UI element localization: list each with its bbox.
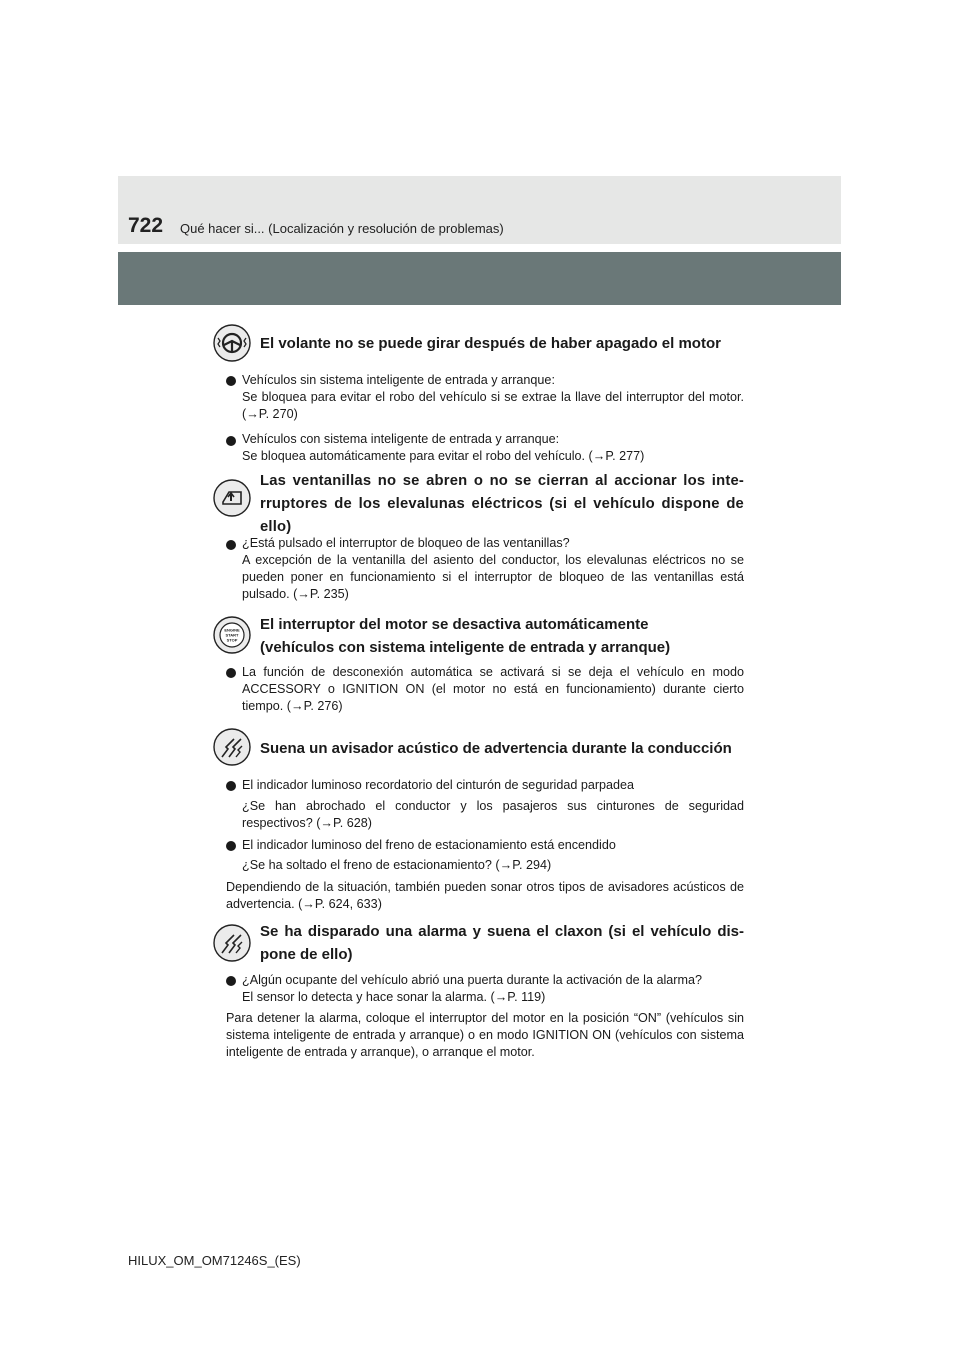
- alarm-horn-icon: [213, 924, 251, 962]
- steering-wheel-lock-icon: [213, 324, 251, 362]
- heading-steering-lock: El volante no se puede girar después de haber apagado el motor: [260, 335, 721, 352]
- bullet-title: Vehículos con sistema inteligente de entrada y arranque:: [242, 432, 560, 446]
- list-item: [242, 431, 744, 465]
- bullet-title: ¿Está pulsado el interruptor de bloqueo de las ventanillas?: [242, 536, 570, 550]
- page-number: 722: [128, 214, 164, 237]
- bullet-text: El sensor lo detecta y hace sonar la alarma. (→P. 119): [242, 990, 546, 1004]
- list-item: [242, 972, 744, 1006]
- bullet: [226, 540, 236, 550]
- note-text: Dependiendo de la situación, también pueden sonar otros tipos de avisadores acústicos de advertencia. (→P. 624, 633): [226, 880, 744, 911]
- bullet-title: El indicador luminoso recordatorio del cinturón de seguridad parpadea: [242, 778, 635, 792]
- bullet: [226, 668, 236, 678]
- icon-label: ENGINE: [224, 627, 240, 633]
- chapter-title-bar: [118, 252, 841, 305]
- heading-line: rruptores de los elevalunas eléctricos (si el vehículo dispone de: [260, 496, 744, 512]
- list-item: [242, 372, 744, 423]
- icon-label: STOP: [226, 637, 238, 643]
- bullet: [226, 376, 236, 386]
- engine-start-stop-icon: [213, 616, 251, 654]
- heading-line: El interruptor del motor se desactiva automáticamente: [260, 616, 649, 633]
- document-id: HILUX_OM_OM71246S_(ES): [128, 1253, 301, 1268]
- bullet-text: Se bloquea para evitar el robo del vehículo si se extrae la llave del interruptor del motor. (→P. 270): [242, 390, 744, 421]
- bullet-title: ¿Algún ocupante del vehículo abrió una puerta durante la activación de la alarma?: [242, 973, 702, 987]
- heading-line: pone de ello): [260, 946, 353, 963]
- note-text: Para detener la alarma, coloque el interruptor del motor en la posición “ON” (vehículos sin sistema inteligente de entrada y arranque) o en modo IGNITION ON (vehículos con sistema inteligente de entrada y arranque), o arranque el motor.: [226, 1011, 744, 1059]
- icon-label: START: [225, 632, 239, 638]
- bullet: [226, 781, 236, 791]
- list-item: [242, 837, 744, 854]
- heading-line: ello): [260, 519, 292, 535]
- warning-buzzer-icon: [213, 728, 251, 766]
- list-item: [242, 535, 744, 603]
- heading-line: (vehículos con sistema inteligente de entrada y arranque): [260, 639, 671, 656]
- section-title: Qué hacer si... (Localización y resolución de problemas): [180, 221, 504, 236]
- bullet-title: Vehículos sin sistema inteligente de entrada y arranque:: [242, 373, 555, 387]
- heading-alarm: [260, 920, 744, 966]
- bullet: [226, 976, 236, 986]
- list-item: [242, 777, 744, 794]
- power-window-icon: [213, 479, 251, 517]
- bullet: [226, 436, 236, 446]
- bullet: [226, 841, 236, 851]
- heading-line: Las ventanillas no se abren o no se cierran al accionar los inte-: [260, 473, 744, 489]
- bullet-title: El indicador luminoso del freno de estacionamiento está encendido: [242, 838, 616, 852]
- heading-power-windows: [260, 470, 744, 539]
- bullet-text: Se bloquea automáticamente para evitar el robo del vehículo. (→P. 277): [242, 449, 645, 463]
- bullet-text: A excepción de la ventanilla del asiento del conductor, los elevalunas eléctricos no se pueden poner en funcionamiento si el interruptor de bloqueo de las ventanillas está pulsado. (→P. 235): [242, 553, 744, 601]
- heading-engine-switch: [260, 613, 744, 659]
- heading-line: Se ha disparado una alarma y suena el claxon (si el vehículo dis-: [260, 923, 744, 940]
- bullet-subtext: ¿Se ha soltado el freno de estacionamiento? (→P. 294): [242, 858, 552, 872]
- bullet-subtext: ¿Se han abrochado el conductor y los pasajeros sus cinturones de seguridad respectivos? (→P. 628): [242, 799, 744, 830]
- bullet-text: La función de desconexión automática se activará si se deja el vehículo en modo ACCESSORY o IGNITION ON (el motor no está en funcionamiento) durante cierto tiempo. (→P. 276): [242, 665, 744, 713]
- list-item: [242, 664, 744, 715]
- heading-warning-buzzer: Suena un avisador acústico de advertencia durante la conducción: [260, 740, 732, 757]
